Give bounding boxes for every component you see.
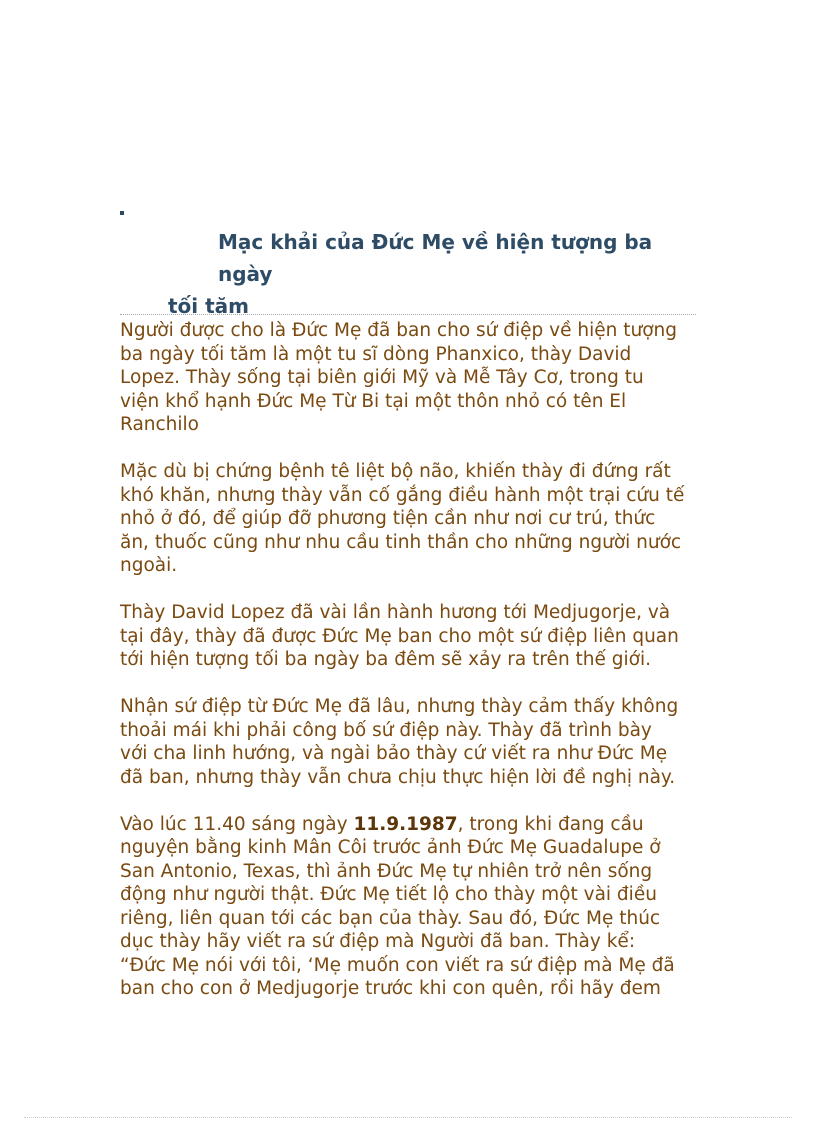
paragraph-5-start: Vào lúc 11.40 sáng ngày [120,813,354,835]
document-body [120,319,700,1024]
title-divider [120,314,696,315]
title-line-2: tối tăm [168,294,250,318]
paragraph-5-rest: , trong khi đang cầu nguyện bằng kinh Mân Côi trước ảnh Đức Mẹ Guadalupe ở San Antonio, Texas, thì ảnh Đức Mẹ tự nhiên trở nên sống động như người thật. Đức Mẹ tiết lộ cho thày một vài điều riêng, liên quan tới các bạn của thày. Sau đó, Đức Mẹ thúc dục thày hãy viết ra sứ điệp mà Người đã ban. Thày kể: “Đức Mẹ nói với tôi, ‘Mẹ muốn con viết ra sứ điệp mà Mẹ đã ban cho con ở Medjugorje trước khi con quên, rồi hãy đem [120,813,675,999]
title-line-1: Mạc khải của Đức Mẹ về hiện tượng ba ngày [218,230,653,286]
document-title [120,226,700,322]
paragraph-5 [120,813,700,1001]
paragraph-3: Thày David Lopez đã vài lần hành hương tới Medjugorje, và tại đây, thày đã được Đức Mẹ ban cho một sứ điệp liên quan tới hiện tượng tối ba ngày ba đêm sẽ xảy ra trên thế giới. [120,602,679,670]
date-highlight: 11.9.1987 [353,813,458,835]
paragraph-4: Nhận sứ điệp từ Đức Mẹ đã lâu, nhưng thày cảm thấy không thoải mái khi phải công bố sứ điệp này. Thày đã trình bày với cha linh hướng, và ngài bảo thày cứ viết ra như Đức Mẹ đã ban, nhưng thày vẫn chưa chịu thực hiện lời đề nghị này. [120,696,679,788]
paragraph-2: Mặc dù bị chứng bệnh tê liệt bộ não, khiến thày đi đứng rất khó khăn, nhưng thày vẫn cố gắng điều hành một trại cứu tế nhỏ ở đó, để giúp đỡ phương tiện cần như nơi cư trú, thức ăn, thuốc cũng như nhu cầu tinh thần cho những người nước ngoài. [120,461,685,576]
page-bottom-divider [24,1117,792,1118]
bullet-dot [120,211,124,215]
paragraph-1: Người được cho là Đức Mẹ đã ban cho sứ điệp về hiện tượng ba ngày tối tăm là một tu sĩ dòng Phanxico, thày David Lopez. Thày sống tại biên giới Mỹ và Mễ Tây Cơ, trong tu viện khổ hạnh Đức Mẹ Từ Bi tại một thôn nhỏ có tên El Ranchilo [120,320,677,435]
